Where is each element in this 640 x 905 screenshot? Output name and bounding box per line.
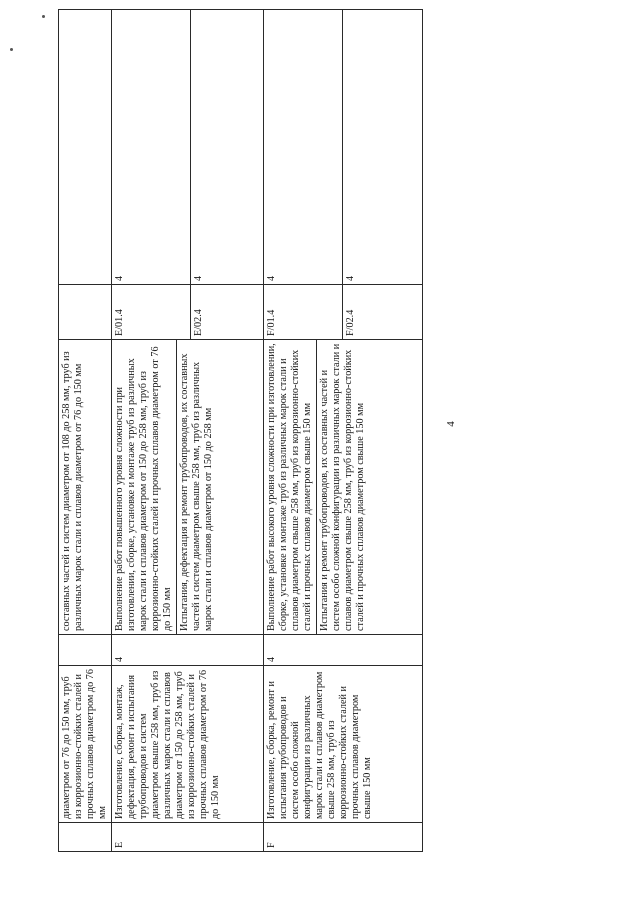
function-text: Испытания, дефектация и ремонт трубопроводов, их составных частей и систем диаметром свыше 258 мм, труб из различных марок стали и сплавов диаметром от 150 до 258 мм [176,340,215,634]
function-level: 4 [342,10,422,284]
function-level-cell [264,10,423,285]
function-code: F/02.4 [342,285,422,339]
function-text-cell [112,340,264,635]
function-code-cell [264,285,423,340]
function-code: E/01.4 [114,309,126,336]
function-text: Испытания и ремонт трубопроводов, их составных частей и систем особо сложной конфигурации из различных марок стали и сплавов диаметром свыше 258 мм, труб из коррозионно-стойких сталей и прочных сплавов диаметром свыше 150 мм [316,340,367,634]
group-description-cell: Изготовление, сборка, монтаж, дефектация, ремонт и испытания трубопроводов и систем диаметром свыше 258 мм, труб из различных марок стали и сплавов диаметром от 150 до 258 мм, труб из коррозионно-стойких сталей и прочных сплавов диаметром от 76 до 150 мм [112,666,264,823]
function-level: 4 [190,10,263,284]
group-code-cell [59,823,112,852]
scan-artifact [42,15,45,18]
group-description-cell: диаметром от 76 до 150 мм, труб из коррозионно-стойких сталей и прочных сплавов диаметром до 76 мм [59,666,112,823]
group-code-cell: E [112,823,264,852]
group-code-cell: F [264,823,423,852]
functions-table [58,9,423,852]
table-row [59,10,112,852]
page-number: 4 [444,421,457,427]
group-level-cell [59,635,112,666]
function-text-cell [264,340,423,635]
function-level: 4 [266,275,278,281]
function-level-cell [112,10,264,285]
group-description-cell: Изготовление, сборка, ремонт и испытания трубопроводов и систем особо сложной конфигурации из различных марок стали и сплавов диаметром свыше 258 мм, труб из коррозионно-стойких сталей и прочных сплавов диаметром свыше 150 мм [264,666,423,823]
scan-artifact [10,48,13,51]
function-code-cell [59,285,112,340]
function-level-cell [59,10,112,285]
function-text-cell: составных частей и систем диаметром от 108 до 258 мм, труб из различных марок стали и сплавов диаметром от 76 до 150 мм [59,340,112,635]
function-code: E/02.4 [190,285,263,339]
group-level-cell: 4 [112,635,264,666]
rotated-table-sheet [58,52,405,852]
function-text: Выполнение работ высокого уровня сложности при изготовлении, сборке, установке и монтаже труб из различных марок стали и сплавов диаметром свыше 258 мм, труб из коррозионно-стойких сталей и прочных сплавов диаметром свыше 150 мм [266,343,314,631]
function-code: F/01.4 [266,309,278,336]
table-row [264,10,423,852]
function-code-cell [112,285,264,340]
group-level-cell: 4 [264,635,423,666]
table-row [112,10,264,852]
function-text: Выполнение работ повышенного уровня сложности при изготовлении, сборке, установке и монтаже труб из различных марок стали и сплавов диаметром от 150 до 258 мм, труб из коррозионно-стойких сталей и прочных сплавов диаметром от 76 до 150 мм [114,346,174,631]
function-level: 4 [114,275,126,281]
